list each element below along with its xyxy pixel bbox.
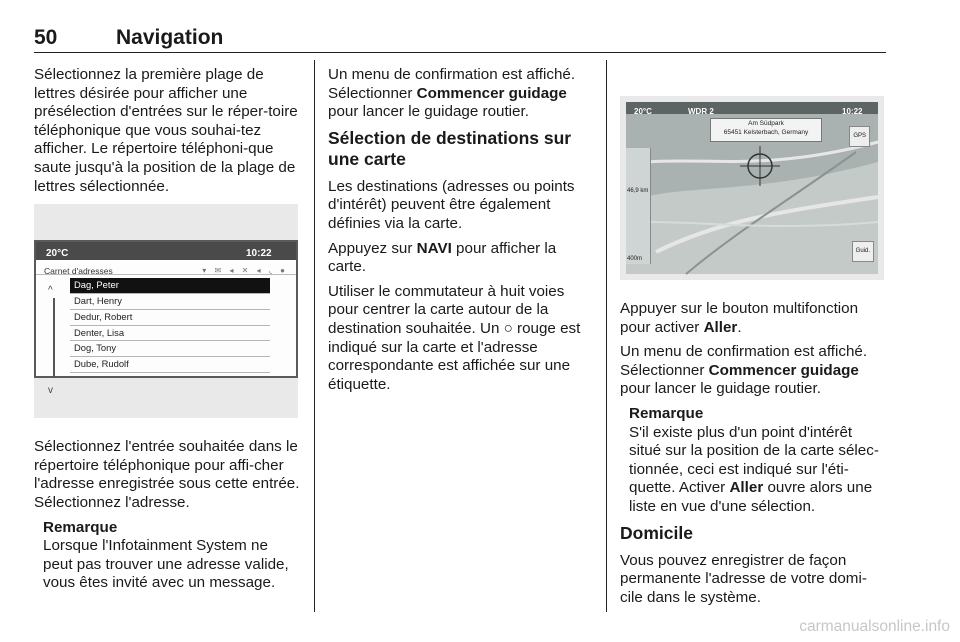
section-title: Navigation [116,26,224,49]
address-line-1: Am Südpark [748,120,784,127]
right-para-3: Vous pouvez enregistrer de façon permanente l'adresse de votre domi-cile dans le système. [620,551,867,606]
middle-para-1 [328,66,596,122]
temperature: 20°C [634,107,652,116]
watermark: carmanualsonline.info [799,618,950,635]
clock: 10:22 [246,248,272,260]
list-item: Dag, Peter [70,278,270,294]
right-para-2 [620,343,888,399]
note-heading: Remarque [629,404,704,422]
gps-button: GPS [849,126,870,147]
middle-para-2: Les destinations (adresses ou points d'intérêt) peuvent être également définies via la carte. [328,177,575,232]
text-run: ouvre alors une liste en vue d'une sélection. [629,479,873,515]
page-number: 50 [34,26,58,49]
text-run: . [737,318,742,336]
radio-station: WDR 2 [688,107,714,116]
header-rule [34,52,886,53]
left-column [34,66,300,599]
middle-para-3 [328,240,596,277]
note-heading: Remarque [43,518,118,536]
list-title: Carnet d'adresses [44,266,113,277]
text-run: pour lancer le guidage routier. [620,380,821,398]
list-item: Dedur, Robert [70,310,270,326]
page-header [34,26,886,52]
clock: 10:22 [842,107,863,116]
distance: 46,9 km [627,188,649,194]
figure-phonebook [34,204,298,418]
note-text [629,424,888,517]
text-run: pour lancer le guidage routier. [328,103,529,121]
scroll-up-icon: ^ [48,285,53,297]
map-selection-heading: Sélection de destinations sur une carte [328,127,572,169]
temperature: 20°C [46,248,69,260]
right-column [620,96,888,613]
status-bar [36,242,296,260]
list-item: Denter, Lisa [70,326,270,342]
column-divider-2 [606,60,607,612]
bold-term: Aller [703,318,738,336]
middle-column [328,66,596,400]
contact-list [70,278,270,373]
text-run: Un menu de confirmation est affiché. Sélectionner [328,66,576,102]
left-note [34,519,300,593]
middle-para-4: Utiliser le commutateur à huit voies pour centrer la carte autour de la destination souhaitée. Un ○ rouge est indiqué sur la carte et l'adresse correspondante est affichée sur une étiquette. [328,282,581,393]
right-para-1 [620,300,888,337]
home-heading: Domicile [620,522,693,543]
list-item: Dart, Henry [70,294,270,310]
address-label [710,118,822,142]
text-run: Un menu de confirmation est affiché. Sélectionner [620,343,868,379]
map-scale: 400m [627,256,643,262]
right-note [620,405,888,517]
text-run: Appuyez sur [328,239,417,257]
bold-term: Commencer guidage [708,361,859,379]
letter-scrollbar [53,298,55,378]
list-item: Dog, Tony [70,341,270,357]
phonebook-screen [34,240,298,397]
text-run: pour afficher la carte. [328,239,557,276]
list-title-bar [36,260,296,275]
guidance-button: Guid. [852,241,874,262]
map-status-bar [626,102,878,114]
left-para-1: Sélectionnez la première plage de lettres désirée pour afficher une présélection d'entrées sur le réper-toire téléphonique que vous souhai-tez afficher. Le répertoire téléphoni-que saute jusqu'à la position de la plage de lettres sélectionnée. [34,66,298,195]
text-run: S'il existe plus d'un point d'intérêt situé sur la position de la carte sélec-tionnée, ceci est indiqué sur l'éti-quette. Activer [629,423,879,497]
bold-term: Aller [729,479,764,497]
map-screen [626,102,878,274]
list-item: Dube, Rudolf [70,357,270,373]
note-text: Lorsque l'Infotainment System ne peut pas trouver une adresse valide, vous êtes invité avec un message. [43,537,289,592]
map-side-panel [626,148,651,264]
figure-map [620,96,884,280]
left-para-2: Sélectionnez l'entrée souhaitée dans le répertoire téléphonique pour affi-cher l'adresse enregistrée sous cette entrée. Sélectionnez l'adresse. [34,438,300,511]
scroll-down-icon: v [48,385,53,397]
bold-term: Commencer guidage [416,84,567,102]
column-divider-1 [314,60,315,612]
status-icons: ▾ ✉ ◂ ✕ ◂ ◟ ● [202,266,288,276]
text-run: Appuyer sur le bouton multifonction pour activer [620,300,859,336]
address-line-2: 65451 Kelsterbach, Germany [723,129,809,136]
bold-term: NAVI [416,239,452,257]
